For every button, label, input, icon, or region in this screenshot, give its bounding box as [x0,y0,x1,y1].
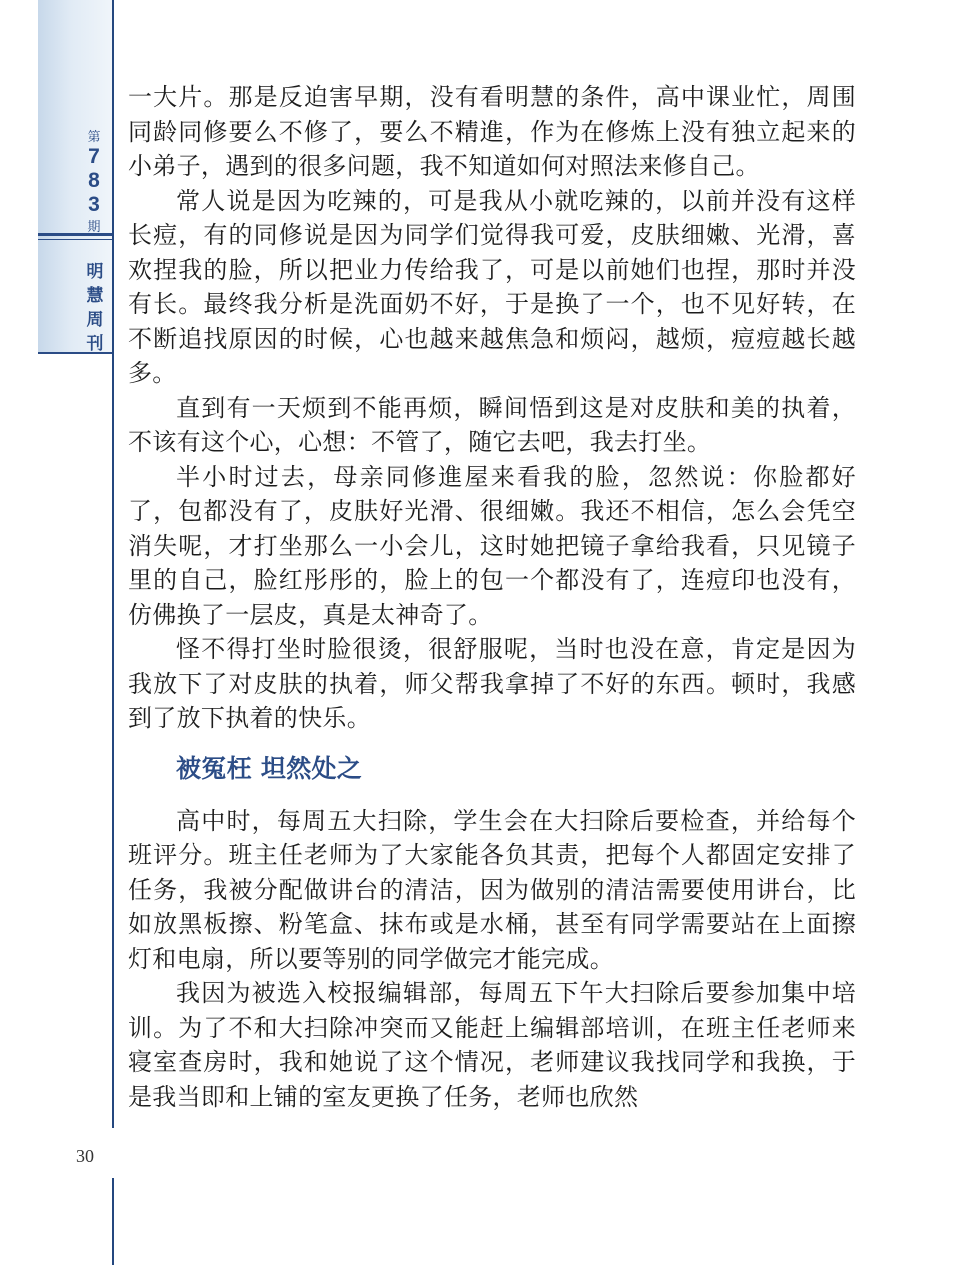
margin-line-lower [112,1178,114,1265]
magazine-char: 明 [86,262,104,282]
paragraph: 常人说是因为吃辣的，可是我从小就吃辣的，以前并没有这样长痘，有的同修说是因为同学们觉得我可爱，皮肤细嫩、光滑，喜欢捏我的脸，所以把业力传给我了，可是以前她们也捏，那时并没有长。最终我分析是洗面奶不好，于是换了一个，也不见好转，在不断追找原因的时候，心也越来越焦急和烦闷，越烦，痘痘越长越多。 [128,186,856,387]
paragraph: 我因为被选入校报编辑部，每周五下午大扫除后要参加集中培训。为了不和大扫除冲突而又能赶上编辑部培训，在班主任老师来寝室查房时，我和她说了这个情况，老师建议我找同学和我换，于是我当即和上铺的室友更换了任务，老师也欣然 [128,979,856,1111]
issue-digit: 3 [88,193,100,216]
paragraph: 怪不得打坐时脸很烫，很舒服呢，当时也没在意，肯定是因为我放下了对皮肤的执着，师父帮我拿掉了不好的东西。顿时，我感到了放下执着的快乐。 [128,635,856,732]
issue-suffix: 期 [87,220,101,235]
magazine-name [80,260,110,356]
tab-divider-thin [38,239,114,240]
margin-line-upper [112,0,114,1128]
magazine-char: 刊 [86,334,104,354]
page-number: 30 [76,1146,94,1166]
issue-digit: 8 [88,169,100,192]
issue-digit: 7 [88,145,100,168]
paragraph: 高中时，每周五大扫除，学生会在大扫除后要检查，并给每个班评分。班主任老师为了大家能各负其责，把每个人都固定安排了任务，我被分配做讲台的清洁，因为做别的清洁需要使用讲台，比如放黑板擦、粉笔盒、抹布或是水桶，甚至有同学需要站在上面擦灯和电扇，所以要等别的同学做完才能完成。 [128,806,856,973]
paragraph: 直到有一天烦到不能再烦，瞬间悟到这是对皮肤和美的执着，不该有这个心，心想：不管了，随它去吧，我去打坐。 [128,393,856,456]
magazine-char: 周 [86,310,104,330]
paragraph: 半小时过去，母亲同修進屋来看我的脸，忽然说：你脸都好了，包都没有了，皮肤好光滑、很细嫩。我还不相信，怎么会凭空消失呢，才打坐那么一小会儿，这时她把镜子拿给我看，只见镜子里的自己，脸红彤彤的，脸上的包一个都没有了，连痘印也没有，仿佛换了一层皮，真是太神奇了。 [128,462,856,629]
article-body [128,80,856,1114]
issue-prefix: 第 [87,130,101,145]
section-heading: 被冤枉 坦然处之 [176,753,363,783]
paragraph: 一大片。那是反迫害早期，没有看明慧的条件，高中课业忙，周围同龄同修要么不修了，要么不精進，作为在修炼上没有独立起来的小弟子，遇到的很多问题，我不知道如何对照法来修自己。 [128,83,856,180]
magazine-char: 慧 [86,286,104,306]
